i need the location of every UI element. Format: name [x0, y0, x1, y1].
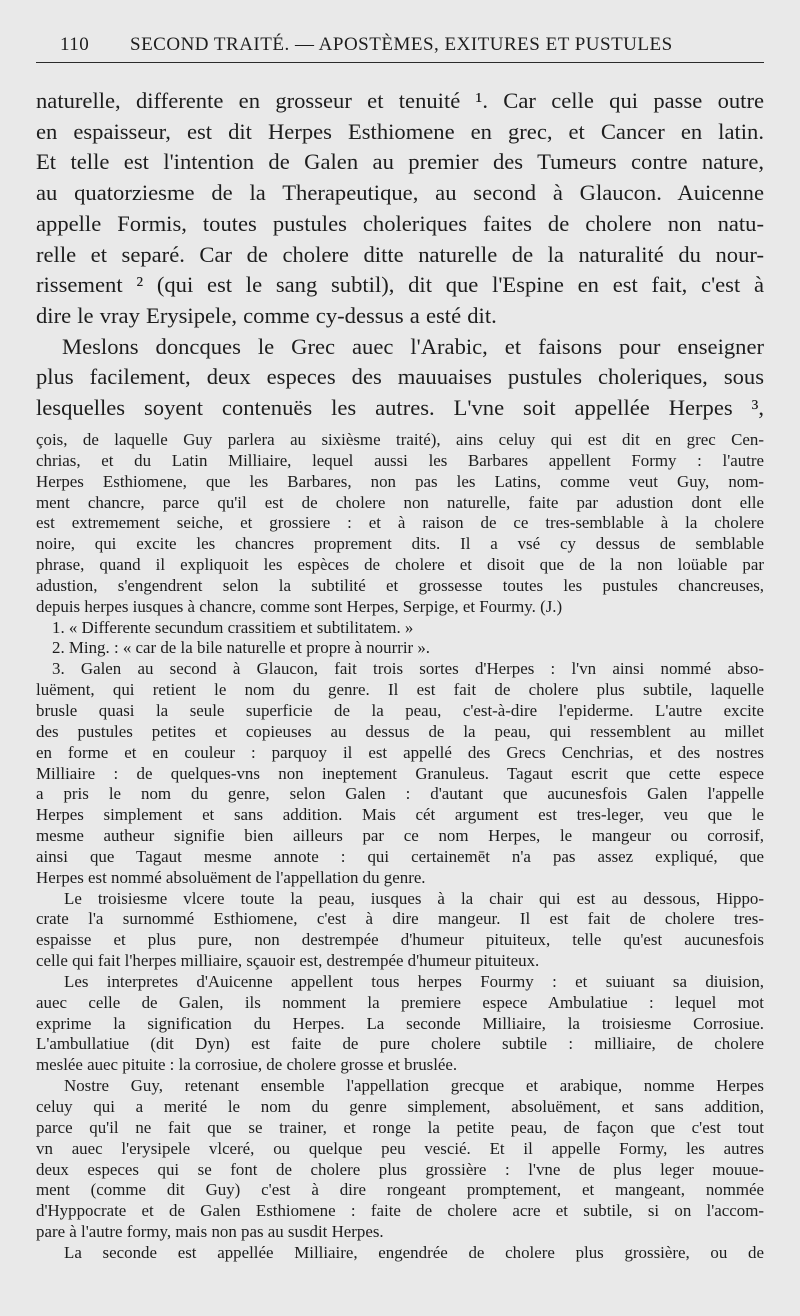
note-line: espaisse et plus pure, non destrempée d'humeur pituiteux, telle qu'est aucunesfois [36, 930, 764, 950]
main-line: Meslons doncques le Grec auec l'Arabic, et faisons pour enseigner [62, 333, 764, 359]
note-line: meslée auec pituite : la corrosiue, de cholere grosse et bruslée. [36, 1055, 458, 1075]
note-line: d'Hyppocrate et de Galen Esthiomene : faite de cholere acre et subtile, si on l'accom- [36, 1201, 764, 1221]
note-line: brusle quasi la seule superficie de la peau, c'est-à-dire l'epiderme. L'autre excite [36, 700, 764, 720]
note-line: adustion, s'engendrent selon la subtilité et grossesse toutes les pustules chancreuses, [36, 575, 764, 595]
main-line: Et telle est l'intention de Galen au premier des Tumeurs contre nature, [36, 149, 764, 175]
note-line: Nostre Guy, retenant ensemble l'appellation grecque et arabique, nomme Herpes [64, 1076, 764, 1096]
note-line: ainsi que Tagaut mesme annote : qui certainemēt n'a pas assez expliqué, que [36, 846, 764, 866]
main-line: au quatorziesme de la Therapeutique, au second à Glaucon. Auicenne [36, 180, 764, 206]
main-line: naturelle, differente en grosseur et tenuité ¹. Car celle qui passe outre [36, 88, 764, 113]
note-line: des pustules petites et copieuses au dessus de la peau, qui ressemblent au millet [36, 721, 764, 741]
note-line: Herpes simplement et sans addition. Mais cét argument est tres-leger, veu que le [36, 805, 764, 825]
note-line: Le troisiesme vlcere toute la peau, iusques à la chair qui est au dessous, Hippo- [64, 888, 764, 908]
note-line: chrias, et du Latin Milliaire, lequel aussi les Barbares appellent Formy : l'autre [36, 450, 764, 470]
note-line: noire, qui excite les chancres proprement dits. Il a vsé cy dessus de semblable [36, 534, 764, 554]
note-line: vn auec l'erysipele vlceré, ou quelque peu vescié. Et il appelle Formy, les autres [36, 1138, 764, 1158]
note-line: celle qui fait l'herpes milliaire, sçauoir est, destrempée d'humeur pituiteux. [36, 951, 540, 971]
main-line: rissement ² (qui est le sang subtil), dit que l'Espine en est fait, c'est à [36, 272, 764, 298]
footnotes [36, 430, 764, 1264]
note-line: pare à l'autre formy, mais non pas au susdit Herpes. [36, 1222, 384, 1242]
note-line: La seconde est appellée Milliaire, engendrée de cholere plus grossière, ou de [64, 1242, 764, 1262]
running-title: SECOND TRAITÉ. — APOSTÈMES, EXITURES ET PUSTULES [130, 34, 673, 55]
footnote-1: 1. « Differente secundum crassitiem et subtilitatem. » [52, 617, 414, 637]
main-line: relle et separé. Car de cholere ditte naturelle de la naturalité du nour- [36, 241, 764, 267]
page-number: 110 [60, 34, 90, 55]
note-line: deux especes qui se font de cholere plus grossière : l'vne de plus leger mouue- [36, 1159, 764, 1179]
note-line: Herpes Esthiomene, que les Barbares, non pas les Latins, comme veut Guy, nom- [36, 471, 764, 491]
note-line: ment (comme dit Guy) c'est à dire rongeant promptement, et mangeant, nommée [36, 1180, 764, 1200]
note-line: a pris le nom du genre, selon Galen : d'autant que aucunesfois Galen l'appelle [36, 784, 764, 804]
note-line: ment chancre, parce qu'il est de cholere non naturelle, faite par adustion dont elle [36, 492, 764, 512]
footnote-2: 2. Ming. : « car de la bile naturelle et propre à nourrir ». [52, 638, 431, 658]
footnote-3: 3. Galen au second à Glaucon, fait trois sortes d'Herpes : l'vn ainsi nommé abso- [52, 659, 764, 679]
note-line: luëment, qui retient le nom du genre. Il est fait de cholere plus subtile, laquelle [36, 680, 764, 700]
note-line: L'ambullatiue (dit Dyn) est faite de pure cholere subtile : milliaire, de cholere [36, 1034, 764, 1054]
note-line: en forme et en couleur : parquoy il est appellé des Grecs Cenchrias, et des nostres [36, 742, 764, 762]
main-line: dire le vray Erysipele, comme cy-dessus a esté dit. [36, 302, 497, 328]
running-header [36, 32, 764, 63]
note-line: depuis herpes iusques à chancre, comme sont Herpes, Serpige, et Fourmy. (J.) [36, 596, 563, 616]
note-line: exprime la signification du Herpes. La seconde Milliaire, la troisiesme Corrosiue. [36, 1013, 764, 1033]
note-line: crate l'a surnommé Esthiomene, c'est à dire mangeur. Il est fait de cholere tres- [36, 909, 764, 929]
note-line: çois, de laquelle Guy parlera au sixièsme traité), ains celuy qui est dit en grec Cen- [36, 430, 764, 449]
note-line: Les interpretes d'Auicenne appellent tous herpes Fourmy : et suiuant sa diuision, [64, 971, 764, 991]
main-line: lesquelles soyent contenuës les autres. L'vne soit appellée Herpes ³, [36, 395, 764, 421]
main-text [36, 86, 764, 424]
note-line: parce qu'il ne fait que se trainer, et ronge la petite peau, de façon que c'est tout [36, 1117, 764, 1137]
main-line: en espaisseur, est dit Herpes Esthiomene en grec, et Cancer en latin. [36, 118, 764, 144]
note-line: Milliaire : de quelques-vns non ineptement Granuleus. Tagaut escrit que cette espece [36, 763, 764, 783]
note-line: auec celle de Galen, ils nomment la premiere espece Ambulatiue : lequel mot [36, 992, 764, 1012]
note-line: Herpes est nommé absoluëment de l'appellation du genre. [36, 867, 426, 887]
note-line: celuy qui a merité le nom du genre simplement, absoluëment, et sans addition, [36, 1097, 764, 1116]
note-line: phrase, quand il expliquoit les espèces de cholere et disoit que de la non loüable par [36, 555, 764, 575]
main-line: plus facilement, deux especes des mauuaises pustules choleriques, sous [36, 364, 764, 390]
note-line: mesme autheur signifie bien ailleurs par ce nom Herpes, le mangeur ou corrosif, [36, 826, 764, 846]
note-line: est extremement seiche, et grossiere : et à raison de ce tres-semblable à la cholere [36, 513, 764, 533]
main-line: appelle Formis, toutes pustules choleriques faites de cholere non natu- [36, 210, 764, 236]
